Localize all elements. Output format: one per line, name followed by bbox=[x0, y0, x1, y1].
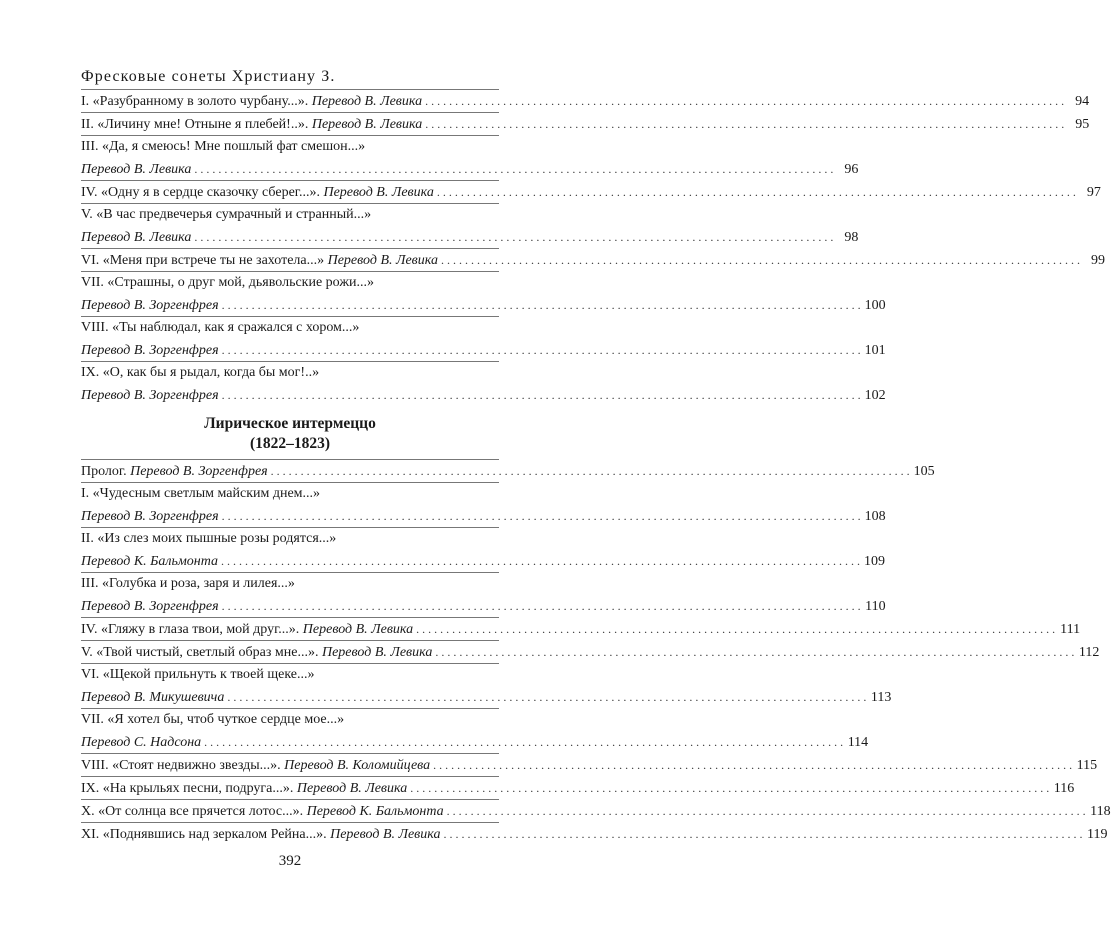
page-number: 392 bbox=[278, 853, 302, 869]
toc-entry[interactable] bbox=[81, 136, 859, 180]
dot-leader bbox=[222, 595, 861, 618]
poem-title: VIII. «Стоят недвижно звезды...». bbox=[81, 758, 285, 773]
dot-leader bbox=[204, 731, 843, 754]
poem-title: VIII. «Ты наблюдал, как я сражался с хором...» bbox=[81, 320, 360, 335]
toc-entry-text bbox=[81, 136, 365, 158]
translator: Перевод В. Коломийцева bbox=[284, 758, 431, 773]
section2-entries bbox=[81, 459, 1111, 845]
section1-entries bbox=[81, 89, 1105, 406]
toc-entry-text bbox=[81, 114, 422, 136]
translator: Перевод В. Левика bbox=[323, 185, 434, 200]
toc-entry-text bbox=[81, 732, 201, 754]
toc-entry-line bbox=[81, 823, 1108, 845]
page-ref: 114 bbox=[847, 735, 869, 750]
poem-title: VI. «Щекой прильнуть к твоей щеке...» bbox=[81, 667, 315, 682]
poem-title: VII. «Я хотел бы, чтоб чуткое сердце мое...» bbox=[81, 712, 345, 727]
poem-title: III. «Голубка и роза, заря и лилея...» bbox=[81, 576, 295, 591]
toc-entry-text bbox=[81, 642, 432, 664]
poem-title: X. «От солнца все прячется лотос...». bbox=[81, 804, 307, 819]
page-ref: 97 bbox=[1086, 185, 1101, 200]
translator: Перевод В. Левика bbox=[327, 253, 438, 268]
dot-leader bbox=[425, 113, 1064, 136]
dot-leader bbox=[271, 460, 910, 483]
toc-entry-text bbox=[81, 778, 407, 800]
toc-entry-text bbox=[81, 506, 219, 528]
poem-title: II. «Личину мне! Отныне я плебей!..». bbox=[81, 117, 312, 132]
toc-entry-text bbox=[81, 272, 374, 294]
toc-entry[interactable] bbox=[81, 460, 935, 482]
page-ref: 102 bbox=[864, 388, 886, 403]
translator: Перевод В. Левика bbox=[311, 117, 423, 132]
translator: Перевод В. Зоргенфрея bbox=[81, 298, 219, 313]
toc-entry[interactable] bbox=[81, 249, 1105, 271]
toc-entry-line bbox=[81, 483, 499, 505]
toc-entry-text bbox=[81, 250, 438, 272]
toc-entry-text bbox=[81, 801, 444, 823]
toc-entry-line bbox=[81, 317, 499, 339]
toc-entry-text bbox=[81, 619, 413, 641]
toc-entry[interactable] bbox=[81, 528, 886, 572]
toc-entry-text bbox=[81, 528, 336, 550]
toc-entry-line bbox=[81, 136, 499, 158]
toc-entry[interactable] bbox=[81, 641, 1100, 663]
page-ref: 99 bbox=[1090, 253, 1105, 268]
toc-entry-line bbox=[81, 573, 499, 595]
translator: Перевод В. Левика bbox=[81, 230, 192, 245]
toc-entry-text bbox=[81, 182, 434, 204]
toc-entry-line bbox=[81, 595, 886, 617]
toc-entry-text bbox=[81, 385, 219, 407]
dot-leader bbox=[416, 618, 1055, 641]
toc-entry[interactable] bbox=[81, 113, 1090, 135]
poem-title: V. «В час предвечерья сумрачный и странный...» bbox=[81, 207, 372, 222]
toc-entry-text bbox=[81, 596, 219, 618]
cycle-title-years: (1822–1823) bbox=[249, 435, 331, 452]
toc-entry[interactable] bbox=[81, 362, 886, 406]
toc-entry-line bbox=[81, 384, 886, 406]
toc-entry-text bbox=[81, 317, 359, 339]
toc-entry-line bbox=[81, 800, 1111, 822]
toc-entry-text bbox=[81, 687, 224, 709]
toc-entry-text bbox=[81, 159, 191, 181]
page-ref: 115 bbox=[1076, 758, 1098, 773]
page-ref: 112 bbox=[1078, 645, 1100, 660]
toc-entry-text bbox=[81, 362, 319, 384]
toc-entry-line bbox=[81, 731, 869, 753]
poem-title: I. «Разубранному в золото чурбану...». bbox=[81, 94, 312, 109]
toc-entry-line bbox=[81, 618, 1081, 640]
toc-entry-line bbox=[81, 362, 499, 384]
toc-entry-line bbox=[81, 686, 892, 708]
translator: Перевод К. Бальмонта bbox=[306, 804, 444, 819]
page-ref: 109 bbox=[864, 554, 886, 569]
toc-entry-text bbox=[81, 295, 219, 317]
dot-leader bbox=[194, 226, 833, 249]
translator: Перевод В. Левика bbox=[302, 622, 414, 637]
toc-entry-line bbox=[81, 204, 499, 226]
dot-leader bbox=[222, 294, 861, 317]
translator: Перевод В. Левика bbox=[311, 94, 423, 109]
dot-leader bbox=[222, 339, 861, 362]
translator: Перевод В. Зоргенфрея bbox=[130, 464, 268, 479]
toc-entry-text bbox=[81, 551, 218, 573]
toc-entry-text bbox=[81, 664, 315, 686]
toc-entry[interactable] bbox=[81, 317, 886, 361]
translator: Перевод В. Зоргенфрея bbox=[81, 343, 219, 358]
toc-entry-line bbox=[81, 709, 499, 731]
page-ref: 98 bbox=[844, 230, 859, 245]
poem-title: III. «Да, я смеюсь! Мне пошлый фат смешон...» bbox=[81, 139, 366, 154]
poem-title: IV. «Одну я в сердце сказочку сберег...». bbox=[81, 185, 324, 200]
toc-entry[interactable] bbox=[81, 181, 1101, 203]
toc-entry[interactable] bbox=[81, 709, 869, 753]
dot-leader bbox=[443, 823, 1082, 846]
toc-entry[interactable] bbox=[81, 483, 886, 527]
toc-entry-line bbox=[81, 641, 1100, 663]
poem-title: I. «Чудесным светлым майским днем...» bbox=[81, 486, 321, 501]
toc-entry-text bbox=[81, 573, 295, 595]
page-ref: 94 bbox=[1075, 94, 1090, 109]
translator: Перевод В. Микушевича bbox=[81, 690, 225, 705]
toc-entry[interactable] bbox=[81, 272, 886, 316]
poem-title: II. «Из слез моих пышные розы родятся...» bbox=[81, 531, 337, 546]
poem-title: Пролог. bbox=[81, 464, 131, 479]
translator: Перевод В. Левика bbox=[296, 781, 408, 796]
poem-title: IX. «На крыльях песни, подруга...». bbox=[81, 781, 297, 796]
poem-title: IV. «Гляжу в глаза твои, мой друг...». bbox=[81, 622, 303, 637]
toc-entry[interactable] bbox=[81, 754, 1098, 776]
toc-entry-text bbox=[81, 709, 344, 731]
toc-entry-line bbox=[81, 294, 886, 316]
toc-entry-line bbox=[81, 664, 499, 686]
dot-leader bbox=[433, 754, 1072, 777]
toc-entry-line bbox=[81, 226, 859, 248]
poem-title: VI. «Меня при встрече ты не захотела...» bbox=[81, 253, 328, 268]
toc-entry[interactable] bbox=[81, 800, 1111, 822]
toc-entry-line bbox=[81, 272, 499, 294]
toc-entry-line bbox=[81, 528, 499, 550]
dot-leader bbox=[221, 550, 860, 573]
page-ref: 100 bbox=[864, 298, 886, 313]
page-ref: 96 bbox=[844, 162, 859, 177]
cycle-title-name: Лирическое интермеццо bbox=[204, 415, 376, 432]
toc-entry-line bbox=[81, 777, 1075, 799]
translator: Перевод В. Левика bbox=[81, 162, 192, 177]
toc-entry-line bbox=[81, 754, 1098, 776]
toc-entry-line bbox=[81, 460, 935, 482]
translator: Перевод В. Левика bbox=[321, 645, 433, 660]
dot-leader bbox=[435, 641, 1074, 664]
toc-entry[interactable] bbox=[81, 823, 1108, 845]
toc-entry-line bbox=[81, 339, 886, 361]
toc-entry[interactable] bbox=[81, 664, 892, 708]
toc-entry-text bbox=[81, 340, 219, 362]
toc-entry-line bbox=[81, 550, 886, 572]
page-ref: 116 bbox=[1053, 781, 1075, 796]
translator: Перевод К. Бальмонта bbox=[81, 554, 219, 569]
toc-entry-text bbox=[81, 91, 422, 113]
dot-leader bbox=[222, 505, 861, 528]
translator: Перевод В. Зоргенфрея bbox=[81, 509, 219, 524]
page-ref: 119 bbox=[1086, 827, 1108, 842]
poem-title: VII. «Страшны, о друг мой, дьявольские рожи...» bbox=[81, 275, 374, 290]
translator: Перевод В. Зоргенфрея bbox=[81, 388, 219, 403]
dot-leader bbox=[425, 90, 1064, 113]
toc-entry-line bbox=[81, 505, 886, 527]
dot-leader bbox=[227, 686, 866, 709]
page-ref: 95 bbox=[1075, 117, 1090, 132]
toc-entry-text bbox=[81, 824, 440, 846]
page-ref: 101 bbox=[864, 343, 886, 358]
translator: Перевод С. Надсона bbox=[81, 735, 202, 750]
toc-entry[interactable] bbox=[81, 204, 859, 248]
dot-leader bbox=[447, 800, 1086, 823]
page-ref: 110 bbox=[865, 599, 886, 614]
section-heading: Фресковые сонеты Христиану З. bbox=[81, 68, 336, 85]
dot-leader bbox=[222, 384, 861, 407]
toc-entry-line bbox=[81, 181, 1101, 203]
page-ref: 105 bbox=[913, 464, 935, 479]
toc-entry-line bbox=[81, 113, 1090, 135]
page-ref: 111 bbox=[1060, 622, 1081, 637]
toc-entry-text bbox=[81, 483, 320, 505]
translator: Перевод В. Левика bbox=[330, 827, 441, 842]
toc-entry-text bbox=[81, 227, 191, 249]
toc-entry[interactable] bbox=[81, 573, 886, 617]
toc-entry[interactable] bbox=[81, 90, 1090, 112]
dot-leader bbox=[437, 181, 1076, 204]
toc-entry-line bbox=[81, 90, 1090, 112]
toc-entry-text bbox=[81, 755, 430, 777]
toc-entry[interactable] bbox=[81, 777, 1075, 799]
toc-entry-line bbox=[81, 158, 859, 180]
toc-entry-text bbox=[81, 461, 268, 483]
page-ref: 108 bbox=[864, 509, 886, 524]
toc-entry[interactable] bbox=[81, 618, 1081, 640]
poem-title: V. «Твой чистый, светлый образ мне...». bbox=[81, 645, 322, 660]
poem-title: IX. «О, как бы я рыдал, когда бы мог!..» bbox=[81, 365, 320, 380]
toc-entry-line bbox=[81, 249, 1105, 271]
poem-title: XI. «Поднявшись над зеркалом Рейна...». bbox=[81, 827, 331, 842]
page-ref: 118 bbox=[1090, 804, 1111, 819]
dot-leader bbox=[410, 777, 1049, 800]
dot-leader bbox=[194, 158, 833, 181]
toc-entry-text bbox=[81, 204, 371, 226]
dot-leader bbox=[441, 249, 1080, 272]
translator: Перевод В. Зоргенфрея bbox=[81, 599, 219, 614]
cycle-title bbox=[81, 414, 499, 454]
page-ref: 113 bbox=[870, 690, 892, 705]
